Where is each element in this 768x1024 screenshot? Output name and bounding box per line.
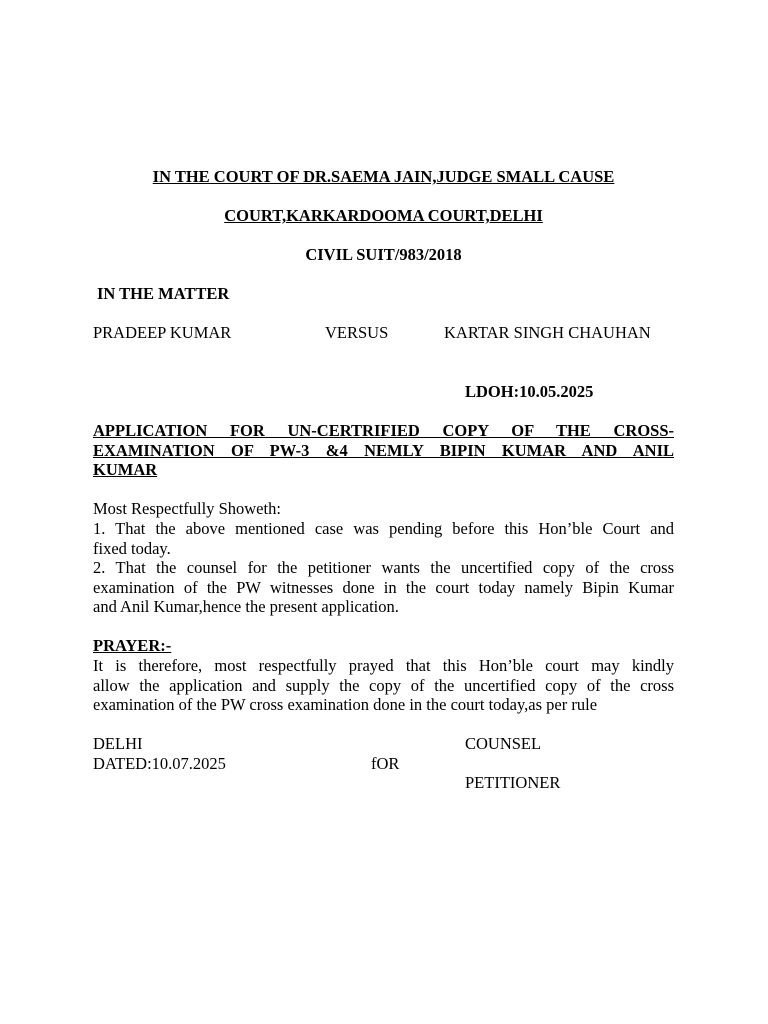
respondent-name: KARTAR SINGH CHAUHAN xyxy=(444,323,651,342)
paragraph-2 xyxy=(93,558,674,617)
paragraph-1-line-2: fixed today. xyxy=(93,538,171,558)
application-title-line-1: APPLICATION FOR UN-CERTRIFIED COPY OF THE CROSS- xyxy=(93,421,674,440)
suit-number: CIVIL SUIT/983/2018 xyxy=(305,245,462,264)
footer-dated: DATED:10.07.2025 xyxy=(93,754,226,773)
paragraph-1 xyxy=(93,519,674,558)
paragraph-2-line-1: 2. That the counsel for the petitioner wants the uncertified copy of the cross xyxy=(93,558,674,577)
court-heading-line-2: COURT,KARKARDOOMA COURT,DELHI xyxy=(224,206,543,225)
petitioner-name: PRADEEP KUMAR xyxy=(93,323,232,342)
prayer-line-2: allow the application and supply the copy of the uncertified copy of the cross xyxy=(93,675,674,695)
paragraph-2-line-3: and Anil Kumar,hence the present application. xyxy=(93,597,399,616)
court-heading-line-1: IN THE COURT OF DR.SAEMA JAIN,JUDGE SMALL CAUSE xyxy=(152,167,615,186)
ldoh-date: LDOH:10.05.2025 xyxy=(465,382,594,401)
matter-label: IN THE MATTER xyxy=(97,284,230,303)
application-title-line-2: EXAMINATION OF PW-3 &4 NEMLY BIPIN KUMAR AND ANIL xyxy=(93,440,674,460)
versus-label: VERSUS xyxy=(325,323,389,342)
application-title xyxy=(93,421,674,480)
prayer-line-1: It is therefore, most respectfully prayed that this Hon’ble court may kindly xyxy=(93,656,674,675)
footer-petitioner: PETITIONER xyxy=(465,773,561,792)
paragraph-1-line-1: 1. That the above mentioned case was pending before this Hon’ble Court and xyxy=(93,519,674,538)
footer-counsel: COUNSEL xyxy=(465,734,542,753)
salutation: Most Respectfully Showeth: xyxy=(93,499,281,518)
prayer-line-3: examination of the PW cross examination done in the court today,as per rule xyxy=(93,695,598,714)
paragraph-2-line-2: examination of the PW witnesses done in the court today namely Bipin Kumar xyxy=(93,577,674,597)
application-title-line-3: KUMAR xyxy=(93,460,158,479)
prayer-label: PRAYER:- xyxy=(93,636,172,655)
footer-place: DELHI xyxy=(93,734,143,753)
footer-for: fOR xyxy=(371,754,400,773)
prayer-text xyxy=(93,656,674,715)
